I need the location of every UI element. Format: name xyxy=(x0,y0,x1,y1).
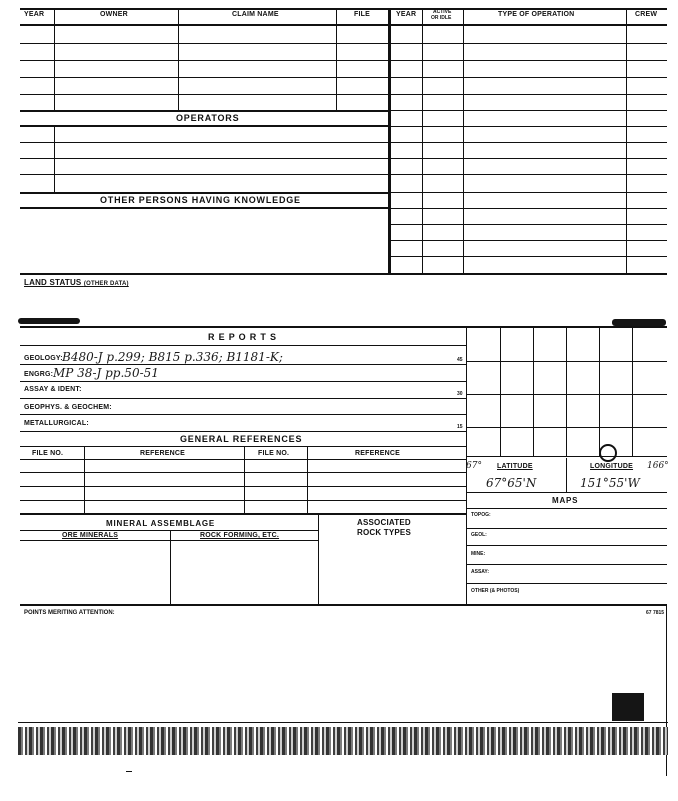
engrg-value: MP 38-J pp.50-51 xyxy=(53,366,159,380)
row-rule xyxy=(20,94,388,95)
latitude-value: 67°65'N xyxy=(486,476,537,490)
longitude-label: LONGITUDE xyxy=(590,463,634,470)
vrule xyxy=(84,446,85,514)
row-rule xyxy=(20,43,388,44)
geology-num: 45 xyxy=(457,357,463,363)
bottom-rule-top xyxy=(20,273,667,275)
header-active: ACTIVE xyxy=(433,9,452,15)
row-rule xyxy=(391,192,667,193)
assay-label: ASSAY & IDENT: xyxy=(24,386,82,393)
land-status-label xyxy=(24,278,129,287)
row-rule xyxy=(391,240,667,241)
vrule xyxy=(54,127,55,193)
gen-ref-file-no-1: FILE NO. xyxy=(32,450,64,457)
bottom-rule xyxy=(18,722,668,723)
row-rule xyxy=(20,364,466,365)
general-references-title: GENERAL REFERENCES xyxy=(180,434,303,444)
section-bottom-rule xyxy=(20,604,667,606)
grid-vline xyxy=(632,328,633,456)
grid-vline xyxy=(500,328,501,456)
land-status-text: LAND STATUS xyxy=(24,278,82,287)
land-status-sub: (OTHER DATA) xyxy=(83,281,129,287)
maps-other: OTHER (& PHOTOS) xyxy=(471,588,520,594)
grid-bottom xyxy=(466,456,667,457)
maps-geol: GEOL: xyxy=(471,532,487,538)
grid-hline xyxy=(466,427,667,428)
maps-title: MAPS xyxy=(552,496,579,505)
row-rule xyxy=(391,110,667,111)
row-rule xyxy=(20,381,466,382)
mineral-header-rule xyxy=(20,540,318,541)
engrg-label: ENGRG: xyxy=(24,371,54,378)
associated-line2: ROCK TYPES xyxy=(357,528,412,537)
row-rule xyxy=(391,256,667,257)
vrule xyxy=(566,458,567,492)
geology-label: GEOLOGY: xyxy=(24,355,63,362)
row-rule xyxy=(466,528,667,529)
bottom-short-dash xyxy=(126,771,132,772)
geophys-label: GEOPHYS. & GEOCHEM: xyxy=(24,404,112,411)
gen-ref-rule xyxy=(20,446,466,447)
geology-value: B480-J p.299; B815 p.336; B1181-K; xyxy=(62,350,283,364)
row-rule xyxy=(466,583,667,584)
longitude-value: 151°55'W xyxy=(580,476,640,490)
gen-ref-file-no-2: FILE NO. xyxy=(258,450,290,457)
associated-line1: ASSOCIATED xyxy=(357,518,411,527)
header-crew: CREW xyxy=(635,11,658,18)
location-circle-mark xyxy=(599,444,617,462)
ink-smudge-right xyxy=(612,319,666,326)
vrule xyxy=(318,515,319,605)
metallurgical-label: METALLURGICAL: xyxy=(24,420,89,427)
operators-rule xyxy=(20,125,388,127)
main-divider xyxy=(388,8,391,274)
row-rule xyxy=(20,110,388,112)
reports-title: R E P O R T S xyxy=(208,332,277,342)
ink-smudge-left xyxy=(18,318,80,324)
row-rule xyxy=(391,126,667,127)
top-border xyxy=(20,8,667,10)
header-year: YEAR xyxy=(24,11,45,18)
header-file: FILE xyxy=(354,11,370,18)
dark-block xyxy=(612,693,644,721)
row-rule xyxy=(391,43,667,44)
grid-vline xyxy=(599,328,600,456)
gen-ref-header-rule xyxy=(20,459,466,460)
maps-topog: TOPOG: xyxy=(471,512,491,518)
row-rule xyxy=(391,224,667,225)
row-rule xyxy=(20,398,466,399)
mineral-rule xyxy=(20,530,318,531)
row-rule xyxy=(20,77,388,78)
row-rule xyxy=(20,431,466,432)
operators-title: OPERATORS xyxy=(176,113,240,123)
row-rule xyxy=(466,545,667,546)
gen-ref-reference-1: REFERENCE xyxy=(140,450,185,457)
other-persons-rule xyxy=(20,207,388,209)
row-rule xyxy=(20,174,388,175)
header-year-right: YEAR xyxy=(396,11,417,18)
row-rule xyxy=(20,142,388,143)
lat-left-mark: 67° xyxy=(466,461,482,471)
row-rule xyxy=(20,60,388,61)
row-rule xyxy=(466,564,667,565)
header-claim-name: CLAIM NAME xyxy=(232,11,279,18)
maps-assay: ASSAY: xyxy=(471,569,490,575)
row-rule xyxy=(20,414,466,415)
header-type-of-operation: TYPE OF OPERATION xyxy=(498,11,575,18)
rock-forming-label: ROCK FORMING, ETC. xyxy=(200,532,280,539)
scan-noise-strip xyxy=(18,727,668,755)
points-meriting-label: POINTS MERITING ATTENTION: xyxy=(24,610,115,616)
row-rule xyxy=(20,513,466,515)
lon-right-mark: 166° xyxy=(647,461,669,471)
row-rule xyxy=(20,486,466,487)
header-or-idle: OR IDLE xyxy=(431,15,452,21)
form-number: 67 7815 xyxy=(646,610,665,616)
metallurgical-num: 15 xyxy=(457,424,463,430)
row-rule xyxy=(391,208,667,209)
grid-hline xyxy=(466,361,667,362)
maps-mine: MINE: xyxy=(471,551,486,557)
row-rule xyxy=(391,158,667,159)
assay-num: 30 xyxy=(457,391,463,397)
grid-vline xyxy=(566,328,567,456)
vrule xyxy=(244,446,245,514)
row-rule xyxy=(20,158,388,159)
latitude-label: LATITUDE xyxy=(497,463,533,470)
header-owner: OWNER xyxy=(100,11,128,18)
mineral-assemblage-title: MINERAL ASSEMBLAGE xyxy=(106,519,216,528)
row-rule xyxy=(391,142,667,143)
latlon-rule xyxy=(466,492,667,493)
grid-vline xyxy=(533,328,534,456)
row-rule xyxy=(391,174,667,175)
vrule xyxy=(170,531,171,605)
grid-hline xyxy=(466,394,667,395)
ore-minerals-label: ORE MINERALS xyxy=(62,532,119,539)
row-rule xyxy=(391,94,667,95)
row-rule xyxy=(20,500,466,501)
maps-rule xyxy=(466,508,667,509)
row-rule xyxy=(391,60,667,61)
reports-title-rule xyxy=(20,345,466,346)
reports-top-rule xyxy=(20,326,667,328)
other-persons-title: OTHER PERSONS HAVING KNOWLEDGE xyxy=(100,195,301,205)
vrule xyxy=(307,446,308,514)
row-rule xyxy=(20,192,388,194)
row-rule xyxy=(20,472,466,473)
header-rule xyxy=(20,24,667,26)
gen-ref-reference-2: REFERENCE xyxy=(355,450,400,457)
row-rule xyxy=(391,77,667,78)
